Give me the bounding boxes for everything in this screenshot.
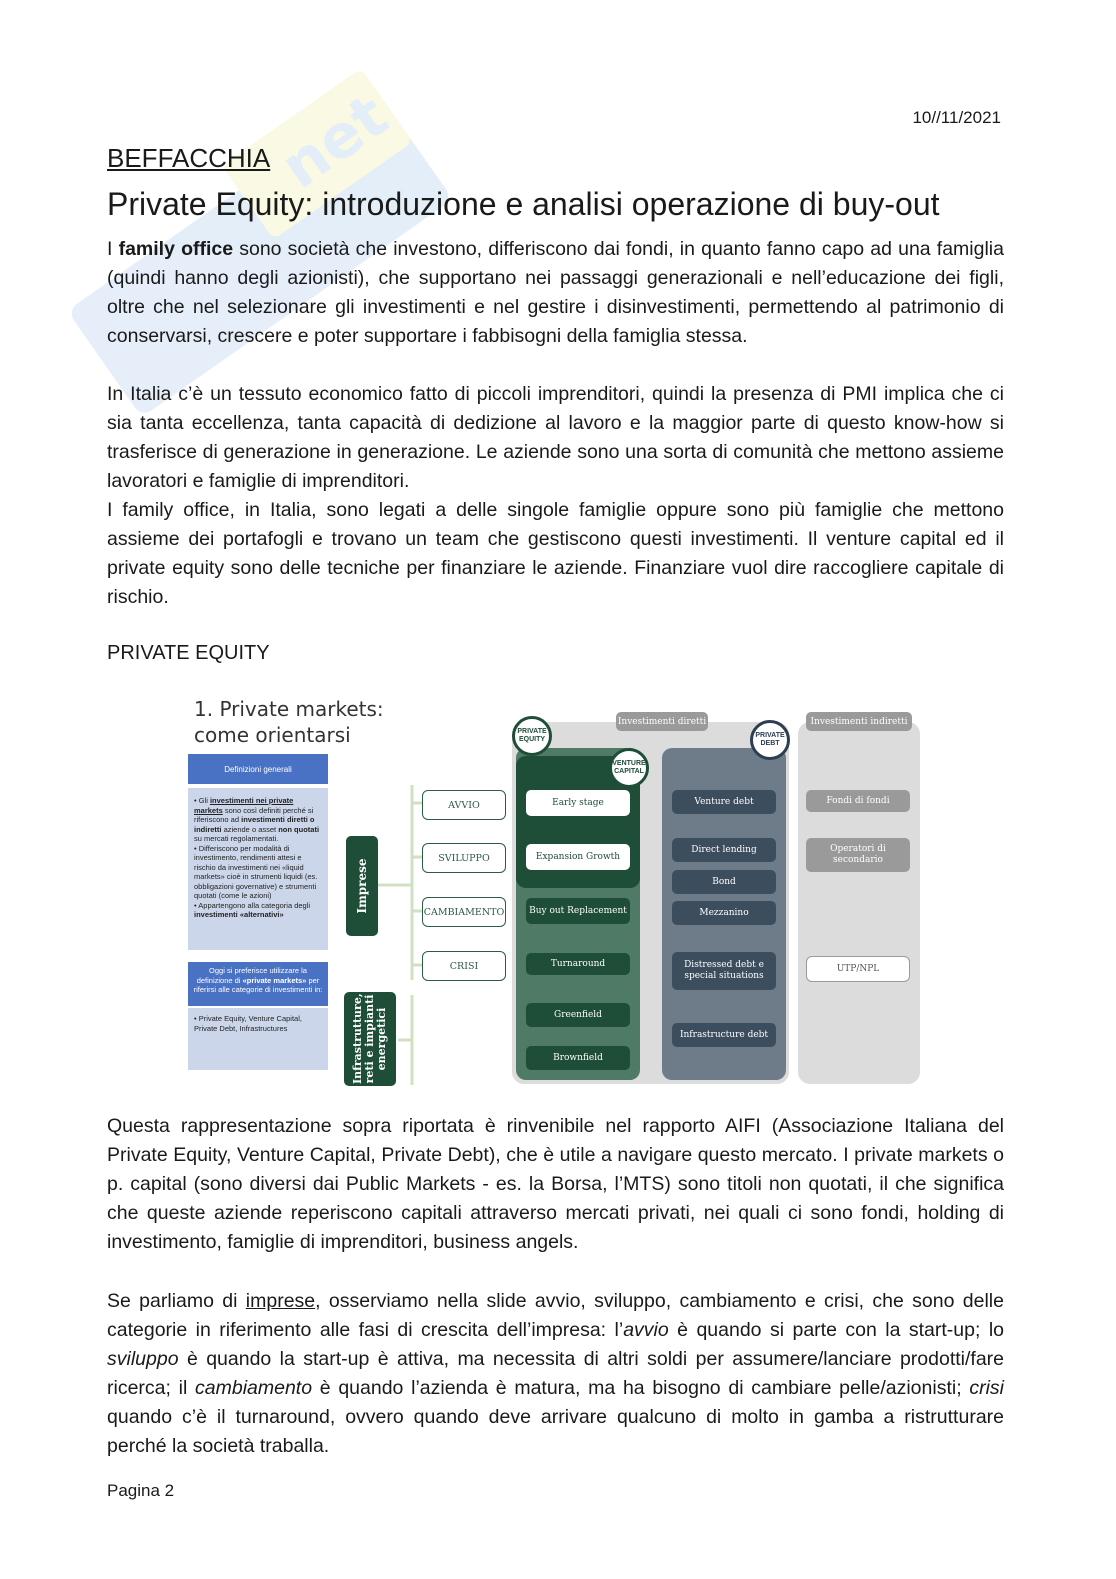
pd-venture-debt: Venture debt: [672, 790, 776, 814]
imprese-label-box: [346, 836, 378, 936]
definitions-body: • Gli investimenti nei private markets sono così definiti perché si riferiscono ad investimenti diretti o indiretti aziende o asset non quotati su mercati regolamentati. • Differiscono per modalità di investimento, rendimenti attesi e rischio da investimenti nei «liquid markets» cioè in strumenti liquidi (es. obbligazioni governative) e strumenti quotati (come le azioni) • Appartengono alla categoria degli investimenti «alternativi»: [188, 788, 328, 950]
paragraph-italia: In Italia c’è un tessuto economico fatto di piccoli imprenditori, quindi la presenza di PMI implica che ci sia tanta eccellenza, tanta capacità di dedizione al lavoro e la maggior parte di questo know-how si trasferisce di generazione in generazione. Le aziende sono una sorta di comunità che mettono assieme lavoratori e famiglie di imprenditori.: [107, 383, 1004, 492]
pe-brownfield: Brownfield: [526, 1046, 630, 1070]
page-number: Pagina 2: [107, 1481, 175, 1500]
preference-header: Oggi si preferisce utilizzare la definizione di «private markets» per riferirsi alle categorie di investimenti in:: [188, 962, 328, 1006]
badge-venture-capital: VENTURE CAPITAL: [609, 748, 649, 788]
paragraph-imprese: Se parliamo di imprese, osserviamo nella slide avvio, sviluppo, cambiamento e crisi, che sono delle categorie in riferimento alle fasi di crescita dell’impresa: l’avvio è quando si parte con la start-up; lo sviluppo è quando la start-up è attiva, ma necessita di altri soldi per assumere/lanciare prodotti/fare ricerca; il cambiamento è quando l’azienda è matura, ma ha bisogno di cambiare pelle/azionisti; crisi quando c’è il turnaround, ovvero quando deve arrivare qualcuno di molto in gamba a ristrutturare perché la società traballa.: [107, 1290, 1004, 1457]
pe-buy-out: Buy out Replacement: [526, 898, 630, 924]
pe-turnaround: Turnaround: [526, 953, 630, 975]
pd-distressed-debt: Distressed debt e special situations: [672, 952, 776, 990]
figure-title: 1. Private markets: come orientarsi: [194, 697, 384, 747]
ind-utp-npl: UTP/NPL: [806, 956, 910, 982]
connector-lines: [376, 785, 506, 1090]
pe-greenfield: Greenfield: [526, 1003, 630, 1027]
imprese-label: Imprese: [355, 858, 369, 914]
pd-bond: Bond: [672, 870, 776, 894]
private-markets-figure: [186, 690, 926, 1090]
definitions-header: Definizioni generali: [188, 754, 328, 784]
badge-private-equity: PRIVATE EQUITY: [512, 716, 552, 756]
author-heading: BEFFACCHIA: [107, 143, 271, 173]
indirect-investments-area: [798, 722, 920, 1084]
badge-private-debt: PRIVATE DEBT: [750, 720, 790, 760]
stage-sviluppo: SVILUPPO: [422, 843, 506, 873]
paragraph-family-office: I family office sono società che investono, differiscono dai fondi, in quanto fanno capo ad una famiglia (quindi hanno degli azionisti), che supportano nei passaggi generazionali e nell’educazione dei figli, oltre che nel selezionare gli investimenti e nel gestire i disinvestimenti, permettendo al patrimonio di conservarsi, crescere e poter supportare i fabbisogni della famiglia stessa.: [107, 238, 1004, 347]
tab-investimenti-diretti: Investimenti diretti: [616, 712, 708, 731]
svg-text:net: net: [268, 80, 401, 203]
ind-operatori-secondario: Operatori di secondario: [806, 838, 910, 872]
pe-expansion-growth: Expansion Growth: [526, 844, 630, 870]
tab-investimenti-indiretti: Investimenti indiretti: [806, 712, 912, 731]
paragraph-family-office-italia: I family office, in Italia, sono legati a delle singole famiglie oppure sono più famiglie che mettono assieme dei portafogli e trovano un team che gestiscono questi investimenti. Il venture capital ed il private equity sono delle tecniche per finanziare le aziende. Finanziare vuol dire raccogliere capitale di rischio.: [107, 499, 1004, 608]
infrastrutture-label: Infrastrutture, reti e impianti energetici: [351, 993, 388, 1084]
pe-early-stage: Early stage: [526, 790, 630, 816]
document-date: 10//11/2021: [912, 108, 1001, 127]
document-title: Private Equity: introduzione e analisi operazione di buy-out: [107, 186, 940, 222]
stage-crisi: CRISI: [422, 951, 506, 981]
pd-mezzanino: Mezzanino: [672, 901, 776, 925]
pd-direct-lending: Direct lending: [672, 838, 776, 862]
ind-fondi-di-fondi: Fondi di fondi: [806, 790, 910, 812]
section-heading: PRIVATE EQUITY: [107, 642, 270, 664]
pd-infrastructure-debt: Infrastructure debt: [672, 1023, 776, 1047]
stage-cambiamento: CAMBIAMENTO: [422, 897, 506, 927]
preference-list: • Private Equity, Venture Capital, Private Debt, Infrastructures: [188, 1008, 328, 1070]
paragraph-aifi: Questa rappresentazione sopra riportata è rinvenibile nel rapporto AIFI (Associazione Italiana del Private Equity, Venture Capital, Private Debt), che è utile a navigare questo mercato. I private markets o p. capital (sono diversi dai Public Markets - es. la Borsa, l’MTS) sono titoli non quotati, il che significa che queste aziende reperiscono capitali attraverso mercati privati, nei quali ci sono fondi, holding di investimento, famiglie di imprenditori, business angels.: [107, 1115, 1004, 1253]
stage-avvio: AVVIO: [422, 790, 506, 820]
